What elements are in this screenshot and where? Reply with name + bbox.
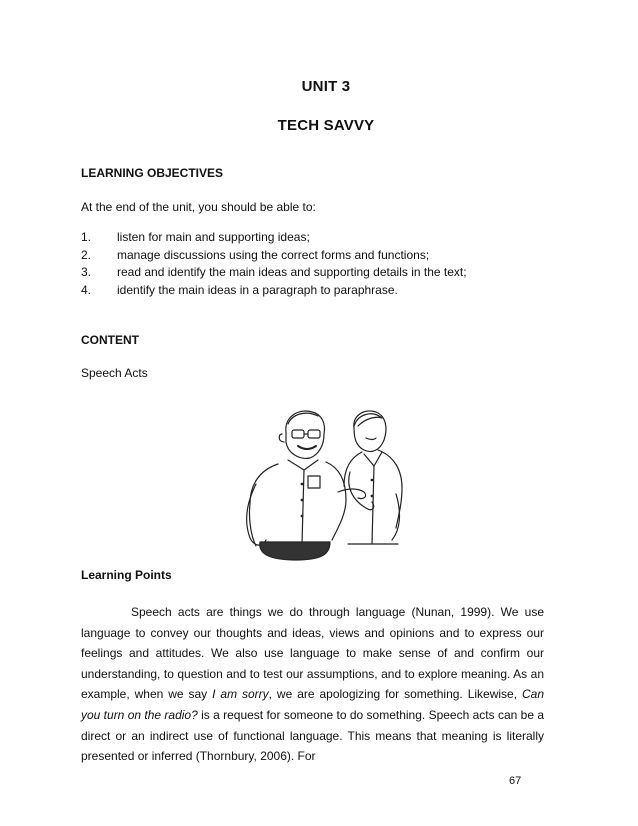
list-item-number: 2.: [81, 247, 92, 262]
list-item: [81, 264, 467, 282]
learning-points-heading: Learning Points: [81, 568, 172, 582]
list-item-number: 1.: [81, 230, 92, 244]
list-item-text: manage discussions using the correct forms and functions;: [117, 247, 430, 262]
speech-acts-subheading: Speech Acts: [81, 366, 148, 380]
learning-points-paragraph: [81, 602, 544, 767]
content-heading: CONTENT: [81, 333, 139, 347]
objectives-intro: At the end of the unit, you should be able to:: [81, 200, 316, 214]
page-number: 67: [509, 775, 522, 787]
objectives-list: [81, 229, 467, 299]
list-item-text: listen for main and supporting ideas;: [117, 230, 310, 244]
right-man-figure: [344, 411, 402, 544]
list-item-text: identify the main ideas in a paragraph to paraphrase.: [117, 282, 398, 297]
list-item-number: 4.: [81, 282, 92, 297]
list-item: [81, 247, 467, 265]
list-item-text: read and identify the main ideas and supporting details in the text;: [117, 265, 467, 279]
unit-title: TECH SAVVY: [277, 117, 375, 134]
unit-label: UNIT 3: [301, 78, 351, 95]
paragraph-text-part-3: is a request for someone to do something. Speech acts can be a direct or an indirect use of functional language. This means that meaning is literally presented or inferred (Thornbury, 2006). For: [81, 707, 544, 764]
paragraph-text-part-2: , we are apologizing for something. Likewise,: [268, 687, 522, 702]
left-man-figure: [247, 411, 366, 560]
list-item: [81, 282, 467, 300]
list-item-number: 3.: [81, 265, 92, 279]
list-item: [81, 229, 467, 247]
example-apology: I am sorry: [212, 687, 269, 702]
two-men-talking-illustration: [226, 404, 422, 564]
paragraph-text-part-1: Speech acts are things we do through language (Nunan, 1999). We use language to convey our thoughts and ideas, views and opinions and to express our feelings and attitudes. We also use language to make sense of and confirm our understanding, to question and to test our assumptions, and to explore meaning. As an example, when we say: [81, 605, 544, 702]
example-request: Can you turn on the radio?: [81, 687, 544, 722]
learning-objectives-heading: LEARNING OBJECTIVES: [81, 166, 224, 180]
